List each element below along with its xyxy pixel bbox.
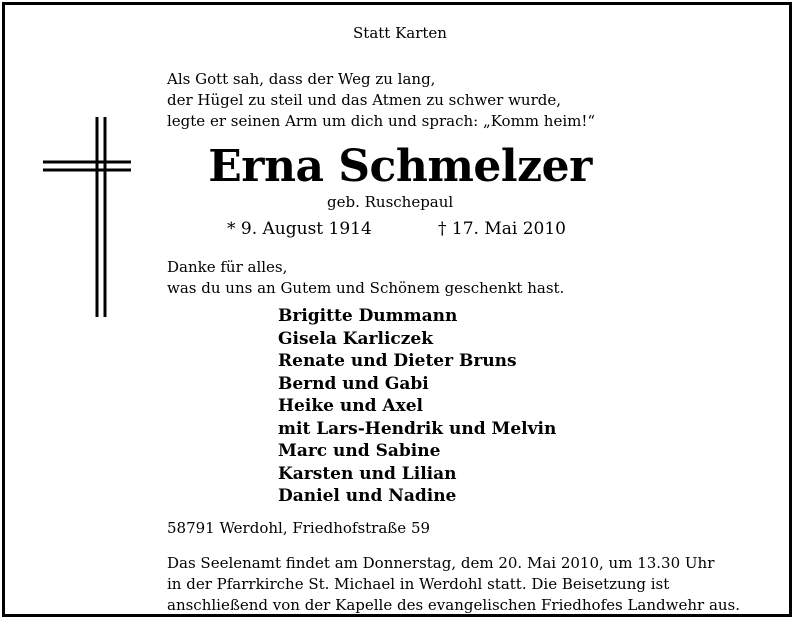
death-date: † 17. Mai 2010 — [438, 219, 566, 239]
thanks-line: was du uns an Gutem und Schönem geschenkt hast. — [167, 279, 565, 297]
poem-line: der Hügel zu steil und das Atmen zu schwer wurde, — [167, 91, 561, 109]
poem-line: Als Gott sah, dass der Weg zu lang, — [167, 70, 436, 88]
thanks-line: Danke für alles, — [167, 258, 288, 276]
poem — [167, 69, 595, 132]
family-list — [278, 305, 556, 508]
family-member: Karsten und Lilian — [278, 463, 457, 484]
family-member: Daniel und Nadine — [278, 486, 457, 506]
family-member: Gisela Karliczek — [278, 328, 434, 349]
obituary-notice — [2, 2, 792, 617]
service-line: Das Seelenamt findet am Donnerstag, dem 20. Mai 2010, um 13.30 Uhr — [167, 554, 715, 572]
birth-date: * 9. August 1914 — [227, 219, 372, 239]
family-address: 58791 Werdohl, Friedhofstraße 59 — [167, 519, 431, 537]
service-line: anschließend von der Kapelle des evangelischen Friedhofes Landwehr aus. — [167, 596, 741, 614]
family-member: Renate und Dieter Bruns — [278, 351, 517, 371]
family-member: mit Lars-Hendrik und Melvin — [278, 418, 557, 439]
family-member: Heike und Axel — [278, 396, 423, 416]
maiden-name: geb. Ruschepaul — [327, 193, 454, 211]
deceased-name: Erna Schmelzer — [208, 141, 592, 192]
poem-line: legte er seinen Arm um dich und sprach: „Komm heim!“ — [167, 112, 596, 130]
service-line: in der Pfarrkirche St. Michael in Werdohl statt. Die Beisetzung ist — [167, 575, 670, 593]
family-member: Bernd und Gabi — [278, 373, 429, 394]
notice-header: Statt Karten — [353, 24, 447, 42]
family-member: Marc und Sabine — [278, 441, 441, 461]
family-member: Brigitte Dummann — [278, 306, 458, 326]
thanks-text — [167, 257, 564, 299]
service-info — [167, 553, 740, 616]
